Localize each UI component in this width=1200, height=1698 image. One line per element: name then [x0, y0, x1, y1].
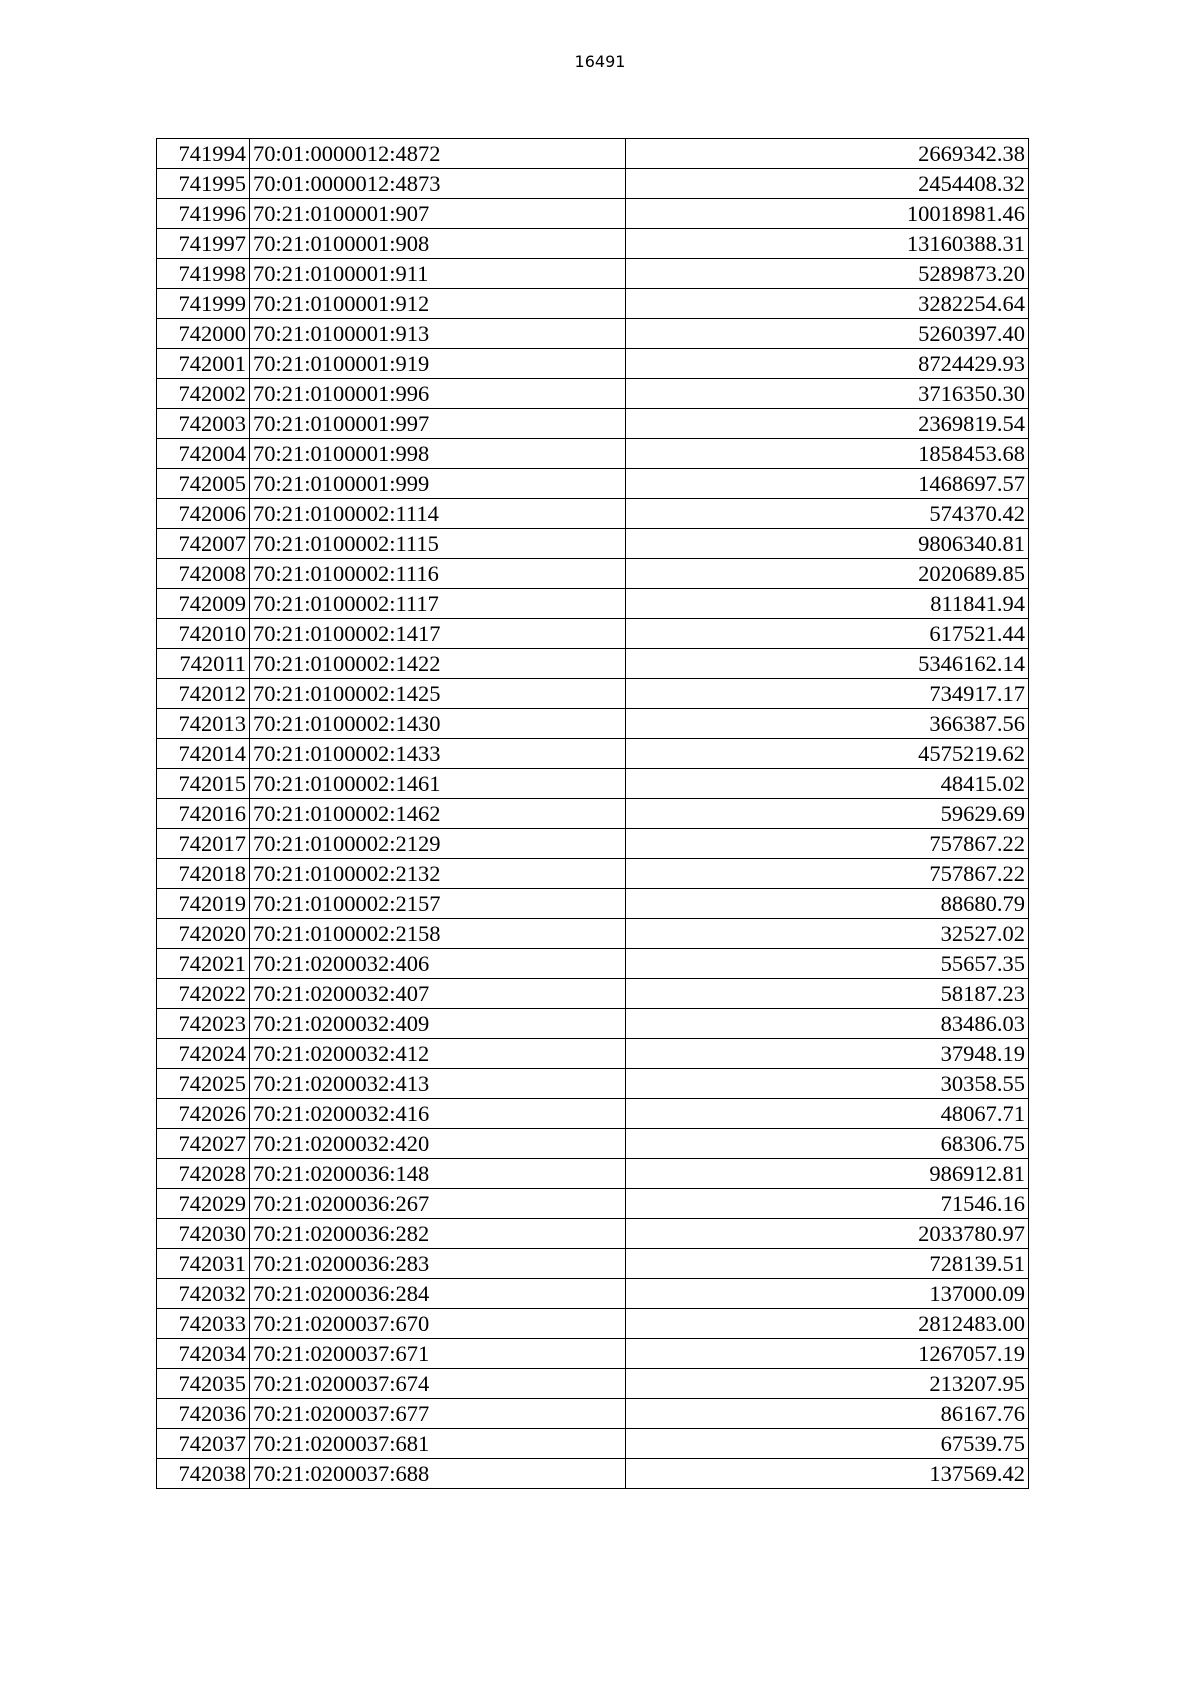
cadastral-number-cell: 70:21:0100002:1117: [250, 589, 626, 619]
row-number-cell: 742005: [157, 469, 250, 499]
cadastral-value-cell: 88680.79: [626, 889, 1029, 919]
cadastral-number-cell: 70:21:0100002:1425: [250, 679, 626, 709]
table-row: [157, 739, 1029, 769]
table-row: [157, 469, 1029, 499]
row-number-cell: 742003: [157, 409, 250, 439]
table-row: [157, 1249, 1029, 1279]
cadastral-number-cell: 70:21:0200036:148: [250, 1159, 626, 1189]
table-row: [157, 649, 1029, 679]
table-row: [157, 409, 1029, 439]
table-row: [157, 169, 1029, 199]
cadastral-number-cell: 70:21:0200036:283: [250, 1249, 626, 1279]
row-number-cell: 742014: [157, 739, 250, 769]
cadastral-value-cell: 1267057.19: [626, 1339, 1029, 1369]
cadastral-value-cell: 811841.94: [626, 589, 1029, 619]
cadastral-number-cell: 70:21:0200032:406: [250, 949, 626, 979]
table-body: [157, 139, 1029, 1489]
cadastral-number-cell: 70:21:0200036:282: [250, 1219, 626, 1249]
cadastral-number-cell: 70:21:0100001:998: [250, 439, 626, 469]
cadastral-value-cell: 13160388.31: [626, 229, 1029, 259]
cadastral-number-cell: 70:21:0200037:688: [250, 1459, 626, 1489]
cadastral-value-cell: 5346162.14: [626, 649, 1029, 679]
row-number-cell: 742000: [157, 319, 250, 349]
cadastral-value-cell: 83486.03: [626, 1009, 1029, 1039]
row-number-cell: 742023: [157, 1009, 250, 1039]
cadastral-number-cell: 70:21:0200032:420: [250, 1129, 626, 1159]
page-number: 16491: [574, 52, 626, 71]
cadastral-number-cell: 70:21:0100001:996: [250, 379, 626, 409]
table-row: [157, 1009, 1029, 1039]
cadastral-number-cell: 70:21:0100002:2129: [250, 829, 626, 859]
row-number-cell: 741996: [157, 199, 250, 229]
cadastral-number-cell: 70:21:0100002:1422: [250, 649, 626, 679]
cadastral-number-cell: 70:21:0200037:671: [250, 1339, 626, 1369]
table-row: [157, 319, 1029, 349]
cadastral-number-cell: 70:21:0100001:997: [250, 409, 626, 439]
cadastral-value-cell: 9806340.81: [626, 529, 1029, 559]
cadastral-number-cell: 70:21:0100002:2158: [250, 919, 626, 949]
cadastral-value-cell: 5289873.20: [626, 259, 1029, 289]
table-row: [157, 349, 1029, 379]
table-row: [157, 949, 1029, 979]
cadastral-value-cell: 617521.44: [626, 619, 1029, 649]
cadastral-number-cell: 70:21:0100001:912: [250, 289, 626, 319]
table-row: [157, 589, 1029, 619]
cadastral-number-cell: 70:21:0200036:284: [250, 1279, 626, 1309]
cadastral-value-cell: 59629.69: [626, 799, 1029, 829]
table-row: [157, 1189, 1029, 1219]
table-row: [157, 229, 1029, 259]
table-row: [157, 1069, 1029, 1099]
table-row: [157, 1039, 1029, 1069]
table-row: [157, 859, 1029, 889]
cadastral-value-cell: 213207.95: [626, 1369, 1029, 1399]
cadastral-number-cell: 70:21:0100002:1417: [250, 619, 626, 649]
cadastral-number-cell: 70:21:0100001:908: [250, 229, 626, 259]
row-number-cell: 742030: [157, 1219, 250, 1249]
cadastral-value-cell: 86167.76: [626, 1399, 1029, 1429]
cadastral-value-cell: 4575219.62: [626, 739, 1029, 769]
cadastral-value-cell: 58187.23: [626, 979, 1029, 1009]
cadastral-value-cell: 67539.75: [626, 1429, 1029, 1459]
row-number-cell: 742032: [157, 1279, 250, 1309]
row-number-cell: 742007: [157, 529, 250, 559]
cadastral-number-cell: 70:21:0100002:1430: [250, 709, 626, 739]
table-row: [157, 919, 1029, 949]
row-number-cell: 742028: [157, 1159, 250, 1189]
cadastral-value-cell: 2020689.85: [626, 559, 1029, 589]
cadastral-value-cell: 757867.22: [626, 829, 1029, 859]
table-row: [157, 709, 1029, 739]
table-row: [157, 1099, 1029, 1129]
row-number-cell: 742031: [157, 1249, 250, 1279]
row-number-cell: 742017: [157, 829, 250, 859]
cadastral-value-cell: 757867.22: [626, 859, 1029, 889]
table-row: [157, 1369, 1029, 1399]
table-row: [157, 889, 1029, 919]
row-number-cell: 742020: [157, 919, 250, 949]
cadastral-value-cell: 71546.16: [626, 1189, 1029, 1219]
row-number-cell: 742029: [157, 1189, 250, 1219]
table-row: [157, 259, 1029, 289]
cadastral-value-cell: 366387.56: [626, 709, 1029, 739]
table-row: [157, 1129, 1029, 1159]
cadastral-number-cell: 70:21:0200032:412: [250, 1039, 626, 1069]
cadastral-number-cell: 70:21:0100001:907: [250, 199, 626, 229]
row-number-cell: 742016: [157, 799, 250, 829]
row-number-cell: 742021: [157, 949, 250, 979]
row-number-cell: 742022: [157, 979, 250, 1009]
table-row: [157, 559, 1029, 589]
cadastral-value-cell: 37948.19: [626, 1039, 1029, 1069]
table-row: [157, 1279, 1029, 1309]
cadastral-number-cell: 70:21:0100002:2132: [250, 859, 626, 889]
table-row: [157, 1429, 1029, 1459]
cadastral-number-cell: 70:21:0100002:1462: [250, 799, 626, 829]
table-row: [157, 1159, 1029, 1189]
cadastral-value-cell: 1858453.68: [626, 439, 1029, 469]
row-number-cell: 742018: [157, 859, 250, 889]
cadastral-number-cell: 70:21:0100001:919: [250, 349, 626, 379]
cadastral-number-cell: 70:21:0100002:2157: [250, 889, 626, 919]
cadastral-number-cell: 70:21:0100001:999: [250, 469, 626, 499]
table-row: [157, 979, 1029, 1009]
cadastral-number-cell: 70:21:0100002:1115: [250, 529, 626, 559]
row-number-cell: 742002: [157, 379, 250, 409]
cadastral-number-cell: 70:21:0100001:911: [250, 259, 626, 289]
row-number-cell: 742012: [157, 679, 250, 709]
cadastral-number-cell: 70:21:0200032:416: [250, 1099, 626, 1129]
table-row: [157, 1339, 1029, 1369]
row-number-cell: 742035: [157, 1369, 250, 1399]
row-number-cell: 742027: [157, 1129, 250, 1159]
cadastral-value-cell: 8724429.93: [626, 349, 1029, 379]
cadastral-value-cell: 30358.55: [626, 1069, 1029, 1099]
table-row: [157, 499, 1029, 529]
table-row: [157, 289, 1029, 319]
cadastral-number-cell: 70:21:0100002:1114: [250, 499, 626, 529]
cadastral-number-cell: 70:21:0100001:913: [250, 319, 626, 349]
cadastral-value-cell: 68306.75: [626, 1129, 1029, 1159]
cadastral-number-cell: 70:21:0100002:1433: [250, 739, 626, 769]
row-number-cell: 742034: [157, 1339, 250, 1369]
table-row: [157, 829, 1029, 859]
cadastral-value-cell: 2033780.97: [626, 1219, 1029, 1249]
row-number-cell: 742033: [157, 1309, 250, 1339]
table-row: [157, 619, 1029, 649]
row-number-cell: 742001: [157, 349, 250, 379]
row-number-cell: 742024: [157, 1039, 250, 1069]
row-number-cell: 742011: [157, 649, 250, 679]
table-row: [157, 139, 1029, 169]
cadastral-value-cell: 32527.02: [626, 919, 1029, 949]
cadastral-value-cell: 5260397.40: [626, 319, 1029, 349]
row-number-cell: 742015: [157, 769, 250, 799]
cadastral-number-cell: 70:21:0100002:1116: [250, 559, 626, 589]
table-row: [157, 1459, 1029, 1489]
row-number-cell: 742026: [157, 1099, 250, 1129]
row-number-cell: 741994: [157, 139, 250, 169]
row-number-cell: 742036: [157, 1399, 250, 1429]
cadastral-value-cell: 728139.51: [626, 1249, 1029, 1279]
row-number-cell: 741999: [157, 289, 250, 319]
cadastral-number-cell: 70:21:0200032:413: [250, 1069, 626, 1099]
cadastral-value-cell: 574370.42: [626, 499, 1029, 529]
cadastral-value-table: [156, 138, 1029, 1489]
cadastral-value-cell: 55657.35: [626, 949, 1029, 979]
row-number-cell: 742010: [157, 619, 250, 649]
cadastral-value-cell: 2812483.00: [626, 1309, 1029, 1339]
cadastral-value-cell: 2369819.54: [626, 409, 1029, 439]
cadastral-value-cell: 137000.09: [626, 1279, 1029, 1309]
row-number-cell: 742038: [157, 1459, 250, 1489]
table-row: [157, 799, 1029, 829]
row-number-cell: 742025: [157, 1069, 250, 1099]
table-row: [157, 1309, 1029, 1339]
table-row: [157, 1399, 1029, 1429]
row-number-cell: 742006: [157, 499, 250, 529]
cadastral-value-cell: 48415.02: [626, 769, 1029, 799]
table-row: [157, 199, 1029, 229]
cadastral-value-cell: 3716350.30: [626, 379, 1029, 409]
cadastral-value-cell: 734917.17: [626, 679, 1029, 709]
row-number-cell: 742013: [157, 709, 250, 739]
cadastral-number-cell: 70:21:0200032:409: [250, 1009, 626, 1039]
cadastral-number-cell: 70:21:0200037:670: [250, 1309, 626, 1339]
cadastral-number-cell: 70:21:0200032:407: [250, 979, 626, 1009]
row-number-cell: 741998: [157, 259, 250, 289]
table-row: [157, 1219, 1029, 1249]
cadastral-value-cell: 2669342.38: [626, 139, 1029, 169]
table-row: [157, 379, 1029, 409]
table-row: [157, 529, 1029, 559]
row-number-cell: 742037: [157, 1429, 250, 1459]
cadastral-number-cell: 70:21:0200037:681: [250, 1429, 626, 1459]
row-number-cell: 742009: [157, 589, 250, 619]
table-row: [157, 769, 1029, 799]
row-number-cell: 742004: [157, 439, 250, 469]
row-number-cell: 742019: [157, 889, 250, 919]
cadastral-value-cell: 2454408.32: [626, 169, 1029, 199]
cadastral-number-cell: 70:21:0200037:677: [250, 1399, 626, 1429]
cadastral-number-cell: 70:21:0100002:1461: [250, 769, 626, 799]
row-number-cell: 741997: [157, 229, 250, 259]
cadastral-value-cell: 1468697.57: [626, 469, 1029, 499]
cadastral-number-cell: 70:01:0000012:4873: [250, 169, 626, 199]
table-row: [157, 679, 1029, 709]
cadastral-value-cell: 137569.42: [626, 1459, 1029, 1489]
cadastral-number-cell: 70:21:0200036:267: [250, 1189, 626, 1219]
cadastral-number-cell: 70:01:0000012:4872: [250, 139, 626, 169]
cadastral-value-cell: 48067.71: [626, 1099, 1029, 1129]
table-row: [157, 439, 1029, 469]
row-number-cell: 742008: [157, 559, 250, 589]
cadastral-value-cell: 986912.81: [626, 1159, 1029, 1189]
cadastral-value-cell: 3282254.64: [626, 289, 1029, 319]
row-number-cell: 741995: [157, 169, 250, 199]
cadastral-number-cell: 70:21:0200037:674: [250, 1369, 626, 1399]
cadastral-value-cell: 10018981.46: [626, 199, 1029, 229]
